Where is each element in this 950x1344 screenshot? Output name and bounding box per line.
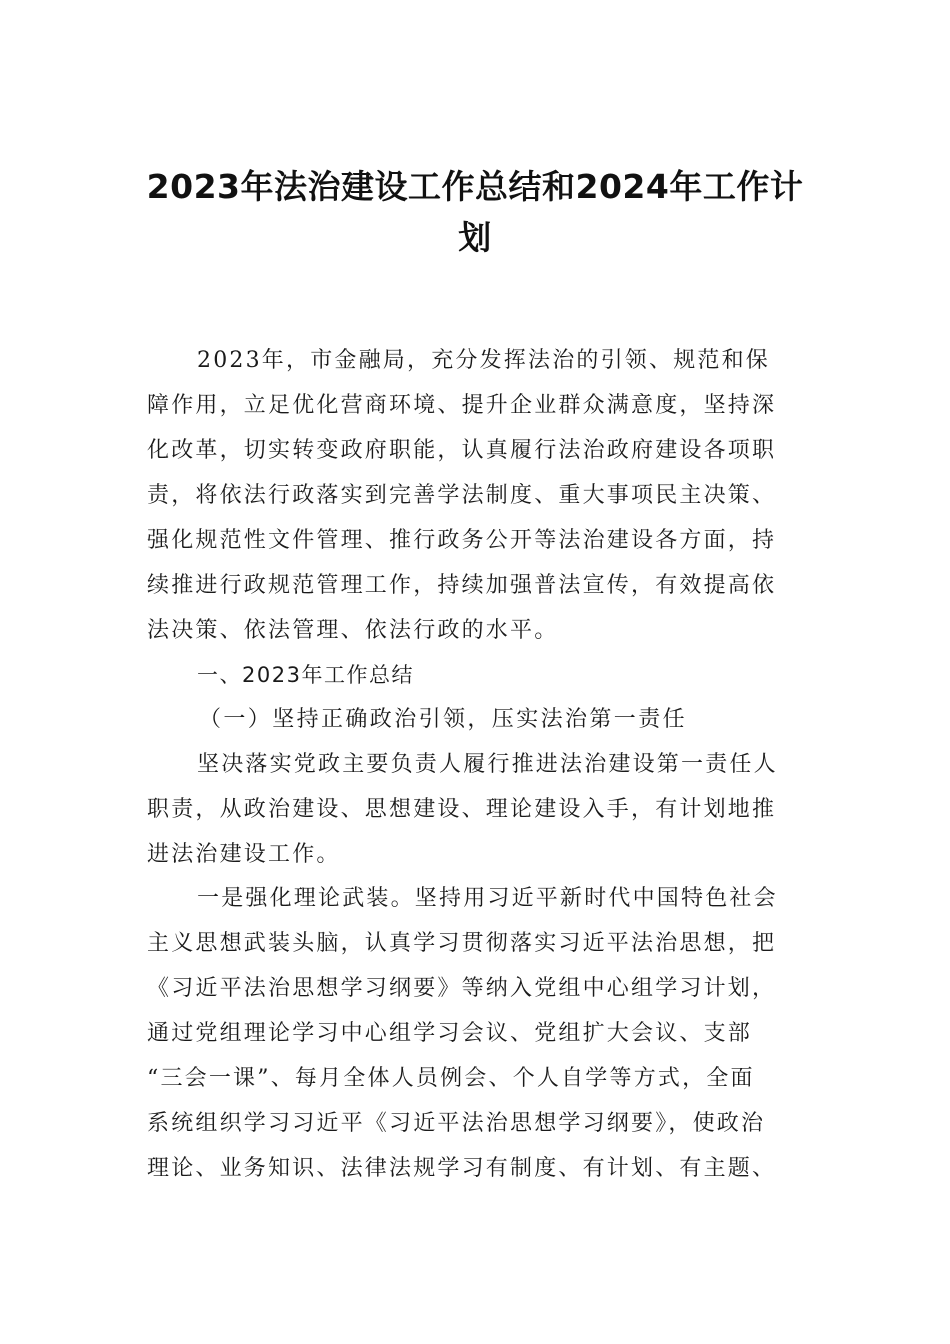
body-text-line: 续推进行政规范管理工作，持续加强普法宣传，有效提高依: [147, 573, 777, 598]
body-text-line: 系统组织学习习近平《习近平法治思想学习纲要》，使政治: [147, 1111, 766, 1136]
document-title-line-1: 2023年法治建设工作总结和2024年工作计: [146, 167, 804, 206]
body-text-line: 主义思想武装头脑，认真学习贯彻落实习近平法治思想，把: [147, 931, 777, 956]
section-heading: 一、2023年工作总结: [197, 663, 414, 687]
body-text-line: “三会一课”、每月全体人员例会、个人自学等方式，全面: [147, 1066, 755, 1091]
body-text-line: 2023年，市金融局，充分发挥法治的引领、规范和保: [197, 348, 770, 373]
body-text-line: 职责，从政治建设、思想建设、理论建设入手，有计划地推: [147, 797, 777, 822]
body-text-line: 通过党组理论学习中心组学习会议、党组扩大会议、支部: [147, 1021, 753, 1046]
body-text-line: 一是强化理论武装。坚持用习近平新时代中国特色社会: [197, 886, 778, 911]
body-text-line: 法决策、依法管理、依法行政的水平。: [147, 618, 559, 643]
body-text-line: 《习近平法治思想学习纲要》等纳入党组中心组学习计划，: [147, 976, 777, 1001]
body-text-line: 理论、业务知识、法律法规学习有制度、有计划、有主题、: [147, 1156, 777, 1181]
body-text-line: 责，将依法行政落实到完善学法制度、重大事项民主决策、: [147, 483, 777, 508]
subsection-heading: （一）坚持正确政治引领，压实法治第一责任: [199, 707, 688, 732]
body-text-line: 化改革，切实转变政府职能，认真履行法治政府建设各项职: [147, 438, 777, 463]
body-text-line: 强化规范性文件管理、推行政务公开等法治建设各方面，持: [147, 528, 777, 553]
document-title-line-2: 划: [458, 218, 492, 257]
body-text-line: 进法治建设工作。: [147, 842, 341, 867]
body-text-line: 障作用，立足优化营商环境、提升企业群众满意度，坚持深: [147, 393, 777, 418]
body-text-line: 坚决落实党政主要负责人履行推进法治建设第一责任人: [197, 752, 778, 777]
